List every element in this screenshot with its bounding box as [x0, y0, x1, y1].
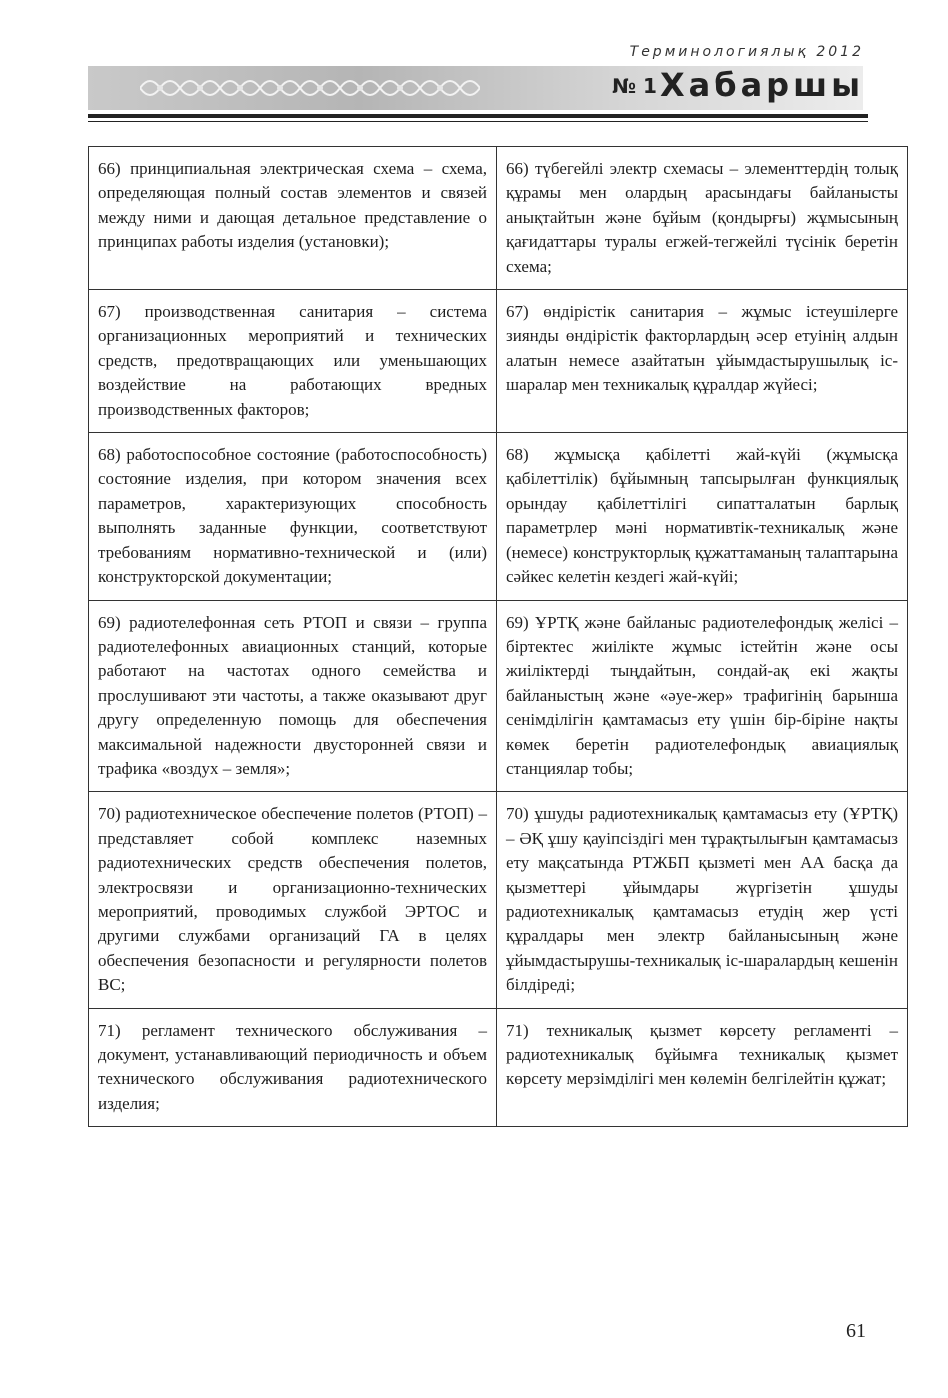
table-row — [89, 1008, 908, 1127]
table-row — [89, 147, 908, 290]
table-row — [89, 600, 908, 792]
issue-number: № 1 — [612, 74, 657, 98]
term-ru: 69) радиотелефонная сеть РТОП и связи – группа радиотелефонных авиационных станций, которые работают на частотах одного семейства и прослушивают эти частоты, а также оказывают друг другу определенную помощь для обеспечения максимальной надежности двусторонней связи и трафика «воздух – земля»; — [89, 600, 497, 792]
header-rule-thick — [88, 114, 868, 118]
term-ru: 68) работоспособное состояние (работоспособность) состояние изделия, при котором значения всех параметров, характеризующих способность выполнять заданные функции, соответствуют требованиям нормативно-технической и (или) конструкторской документации; — [89, 433, 497, 600]
ornament-pattern-icon — [140, 72, 480, 104]
page-number: 61 — [846, 1320, 866, 1342]
term-kz: 68) жұмысқа қабілетті жай-күйі (жұмысқа қабілеттілік) бұйымның тапсырылған функциялық орындау қабілеттілігі сипатталатын барлық параметрлер мәні нормативтік-техникалық және (немесе) конструкторлық құжаттаманың талаптарына сәйкес келетін кездегі жай-күйі; — [497, 433, 908, 600]
table-row — [89, 792, 908, 1008]
term-kz: 70) ұшуды радиотехникалық қамтамасыз ету (ҰРТҚ) – ӘҚ ұшу қауіпсіздігі мен тұрақтылығын қамтамасыз ету мақсатында РТЖБП қызметі мен АА басқа да қызметтері ұйымдары жүргізетін ұшуды радиотехникалық қамтамасыз етудің жер үсті құралдары мен электр байланысының және ұйымдастырушы-техникалық іс-шаралардың кешенін білдіреді; — [497, 792, 908, 1008]
term-kz: 71) техникалық қызмет көрсету регламенті – радиотехникалық бұйымға техникалық қызмет көрсету мерзімділігі мен көлемін белгілейтін құжат; — [497, 1008, 908, 1127]
journal-name: Хабаршы — [659, 66, 864, 104]
journal-title: Терминологиялық 2012 — [629, 44, 864, 60]
header-rule-thin — [88, 121, 868, 122]
term-ru: 66) принципиальная электрическая схема – схема, определяющая полный состав элементов и связей между ними и дающая детальное представление о принципах работы изделия (установки); — [89, 147, 497, 290]
term-ru: 70) радиотехническое обеспечение полетов (РТОП) – представляет собой комплекс наземных радиотехнических средств обеспечения полетов, электросвязи и организационно-технических мероприятий, проводимых службой ЭРТОС и другими службами организаций ГА в целях обеспечения безопасности и регулярности полетов ВС; — [89, 792, 497, 1008]
table-row — [89, 433, 908, 600]
table-row — [89, 290, 908, 433]
term-ru: 71) регламент технического обслуживания – документ, устанавливающий периодичность и объем технического обслуживания радиотехнического изделия; — [89, 1008, 497, 1127]
term-kz: 67) өндірістік санитария – жұмыс істеушілерге зиянды өндірістік факторлардың әсер етуінің алдын алатын немесе азайтатын ұйымдастырушылық іс-шаралар мен техникалық құралдар жүйесі; — [497, 290, 908, 433]
term-ru: 67) производственная санитария – система организационных мероприятий и технических средств, предотвращающих или уменьшающих воздействие на работающих вредных производственных факторов; — [89, 290, 497, 433]
journal-header — [0, 0, 948, 130]
terms-table — [88, 146, 908, 1127]
term-kz: 66) түбегейлі электр схемасы – элементтердің толық құрамы мен олардың арасындағы байланысты анықтайтын және бұйым (қондырғы) жұмысының қағидаттары туралы егжей-тегжейлі түсінік беретін схема; — [497, 147, 908, 290]
term-kz: 69) ҰРТҚ және байланыс радиотелефондық желісі – біртектес жиілікте жұмыс істейтін және осы жиіліктерді тыңдайтын, сондай-ақ екі жақты байланыстың және «әуе-жер» трафигінің барынша сенімділігін қамтамасыз ету үшін бір-біріне нақты көмек беретін радиотелефондық авиациялық станциялар тобы; — [497, 600, 908, 792]
